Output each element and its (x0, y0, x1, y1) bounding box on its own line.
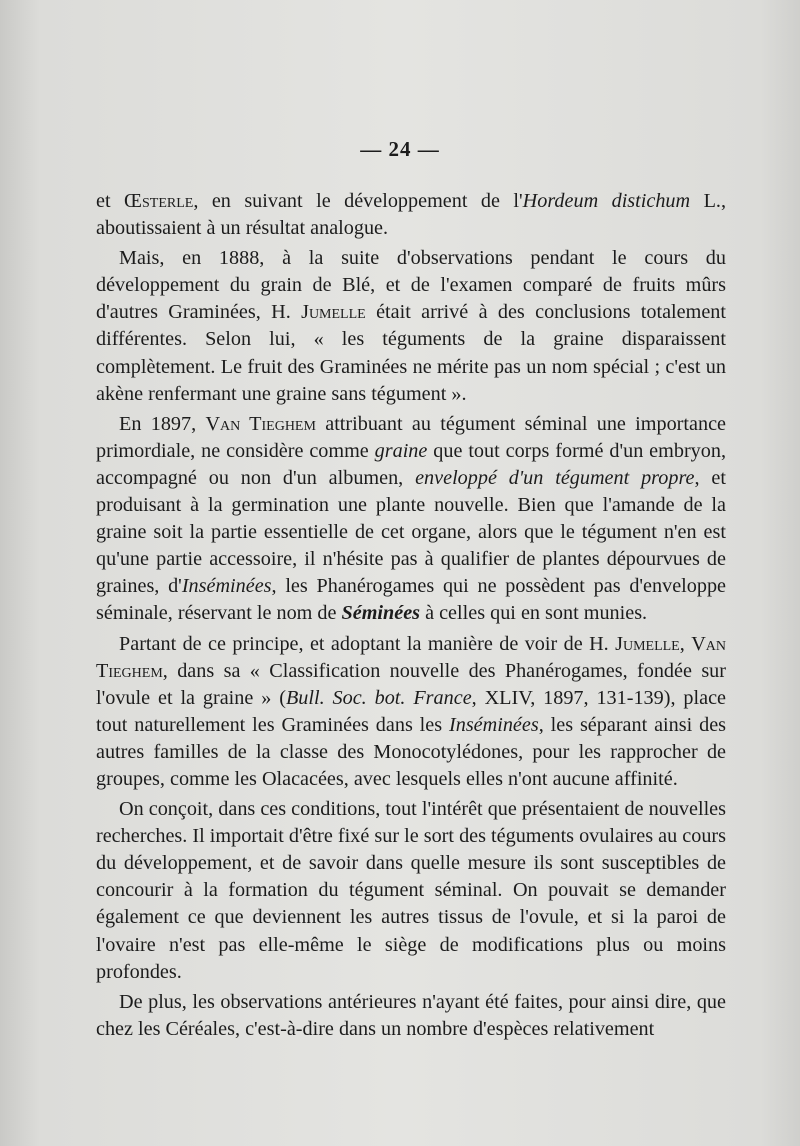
p3-text-a: En 1897, (119, 412, 206, 435)
author-name: Van Tieghem (205, 412, 316, 435)
p4-text-a: Partant de ce principe, et adoptant la manière de voir de H. (119, 632, 616, 655)
paragraph-4 (96, 631, 726, 794)
p1-text-a: et (96, 190, 125, 212)
paragraph-1 (96, 188, 726, 242)
p2-text-a: Mais, en 1888, à la suite d'observations pendant le cours du développement du grain de Blé, et de l'examen comparé de fruits mûrs d'autres Graminées, H. (96, 247, 726, 324)
p3-text-e: , les Phanérogames qui ne possèdent pas d'enveloppe séminale, réservant le nom de (96, 575, 727, 625)
p3-text-d: , et produisant à la germination une plante nouvelle. Bien que l'amande de la graine soit la partie essentielle de cet organe, alors que le tégument n'en est qu'une partie accessoire, il n'hésite pas à qualifier de plantes dépourvues de graines, d' (96, 466, 726, 598)
term-seminees: Séminées (341, 602, 421, 625)
paragraph-5: On conçoit, dans ces conditions, tout l'intérêt que présentaient de nouvelles recherches. Il importait d'être fixé sur le sort des téguments ovulaires au cours du développement, et de savoir dans quelle mesure ils sont susceptibles de concourir à la formation du tégument séminal. On pouvait se demander également ce que deviennent les autres tissus de l'ovule, et si la paroi de l'ovaire n'est pas elle-même le siège de modifications plus ou moins profondes. (96, 798, 726, 983)
p3-text-f: à celles qui en sont munies. (420, 602, 648, 625)
paragraph-6: De plus, les observations antérieures n'ayant été faites, pour ainsi dire, que chez les Céréales, c'est-à-dire dans un nombre d'espèces relativement (96, 990, 726, 1040)
author-name: Jumelle (615, 632, 680, 655)
species-name: Hordeum distichum (522, 190, 691, 212)
term-inseminees: Inséminées (449, 713, 539, 736)
p1-text-b: , en suivant le développement de l' (193, 190, 523, 212)
page-number: — 24 — (360, 137, 440, 161)
author-name: Van Tieghem (96, 632, 726, 682)
term-inseminees: Inséminées (181, 575, 272, 598)
p3-text-c: que tout corps formé d'un embryon, accompagné ou non d'un albumen, (96, 439, 726, 489)
author-name: Œsterle (124, 190, 194, 212)
p4-text-b: , (679, 632, 692, 655)
body-text (96, 188, 726, 1046)
p3-text-b: attribuant au tégument séminal une importance primordiale, ne considère comme (96, 412, 726, 462)
p2-text-b: était arrivé à des conclusions totalement différentes. Selon lui, « les téguments de la graine disparaissent complètement. Le fruit des Graminées ne mérite pas un nom spécial ; c'est un akène renfermant une graine sans tégument ». (96, 301, 726, 405)
paragraph-3 (96, 411, 726, 628)
p4-text-c: , dans sa « Classification nouvelle des Phanérogames, fondée sur l'ovule et la graine » ( (96, 659, 726, 709)
p1-text-c: L., aboutissaient à un résultat analogue. (96, 190, 726, 240)
p4-text-e: , les séparant ainsi des autres familles de la classe des Monocotylédones, pour les rapprocher de groupes, comme les Olacacées, avec lesquels elles n'ont aucune affinité. (96, 713, 727, 790)
journal-title: Bull. Soc. bot. France (285, 686, 472, 709)
author-name: Jumelle (301, 301, 366, 324)
term-enveloppe: enveloppé d'un tégument propre (415, 466, 695, 489)
p4-text-d: , XLIV, 1897, 131-139), place tout naturellement les Graminées dans les (96, 686, 726, 736)
term-graine: graine (374, 439, 428, 462)
paragraph-2 (96, 245, 726, 408)
